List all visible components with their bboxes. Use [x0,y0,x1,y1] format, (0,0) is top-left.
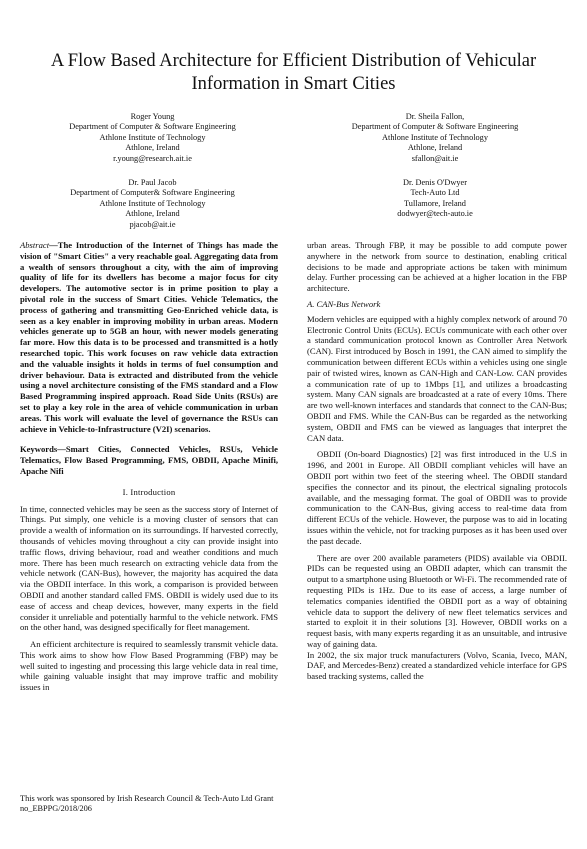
author-location: Athlone, Ireland [125,143,180,153]
author-email: sfallon@ait.ie [411,153,459,163]
author-block-4 [320,178,550,220]
author-location: dodwyer@tech-auto.ie [397,209,473,219]
right-paragraph-5: In 2002, the six major truck manufacturers (Volvo, Scania, Iveco, MAN, DAF, and Mercedes-Benz) created a standardized vehicle interface for GPS based tracking systems, called the [307,649,567,682]
right-paragraph-1: urban areas. Through FBP, it may be possible to add compute power anywhere in the network from source to destination, enabling critical decisions to be made and appropriate actions be taken with minimum delay. Further processing can be achieved at a higher location in the FBP architecture. [307,240,567,294]
author-block-3 [40,178,265,230]
keywords: Keywords—Smart Cities, Connected Vehicles, RSUs, Vehicle Telematics, Flow Based Programming, FMS, OBDII, Apache Minifi, Apache Nifi [20,444,278,476]
author-location: Athlone, Ireland [407,143,463,153]
right-paragraph-3: OBDII (On-board Diagnostics) [2] was first introduced in the U.S in 1996, and 2001 in Europe. All OBDII compliant vehicles will have an OBDII port within two feet of the steering wheel. The OBDII standard specifies the connector and its pinout, the electrical signaling protocols available, and the messaging format. The goal of OBDII was to provide communication to the CAN-Bus, giving access to real-time data from different ECUs of the vehicle. However, the purpose was to aid in locating issues within the vehicle, not for tracking purposes as it has been used over the past decade. [307,449,567,546]
author-location: Athlone, Ireland [125,209,180,219]
paper-title: A Flow Based Architecture for Efficient Distribution of Vehicular Information in Smart Cities [50,51,537,94]
author-name: Dr. Denis O'Dwyer [403,178,467,187]
right-paragraph-4: There are over 200 available parameters (PIDS) available via OBDII. PIDs can be requested using an OBDII adapter, which can transmit the output to a smartphone using Bluetooth or Wi-Fi. The recommended rate of requesting PIDs is 1Hz. Due to its ease of access, a large number of telematics companies identified the OBDII port as a way of obtaining vehicle data to support the delivery of new fleet telematics services and started to exploit it in their solutions [3]. However, OBDII works on a request basis, with many experts regarding it as an unsuitable, and intrusive way of gaining data. [307,552,567,649]
right-paragraph-2: Modern vehicles are equipped with a highly complex network of around 70 Electronic Control Units (ECUs). ECUs communicate with each other over a standard communication protocol known as Controller Area Network (CAN). First introduced by Bosch in 1991, the CAN aimed to simplify the communication between different ECUs within a vehicles using one single pair of twisted wires, known as CAN-High and CAN-Low. CAN provides a communication rate of up to 1Mbps [1], and utilizes a broadcasting system. Many CAN signals are broadcasted at a rate of every 10ms. There are two well-known interfaces and standards that connect to the CAN-Bus; OBDII and FMS. While the CAN-Bus can be regarded as the networking system, OBDII and FMS can be viewed as languages that interpret the CAN data. [307,313,567,443]
footnote: This work was sponsored by Irish Research Council & Tech-Auto Ltd Grant no_EBPPG/2018/206 [20,794,274,814]
author-name: Dr. Paul Jacob [128,178,177,187]
intro-paragraph-1: In time, connected vehicles may be seen as the success story of Internet of Things. Put simply, one vehicle is a moving cluster of sensors that can provide a wealth of information on its surroundings. If harvested correctly, thousands of vehicles moving throughout a city can provide insight into traffic flows, driving behaviour, road and weather conditions and much more. There has been much research on extracting vehicle data from the vehicle network (CAN-Bus), however, the majority has acquired the data via the OBDII interface. In this work, a comparison is provided between OBDII and another standard called FMS. OBDII is widely used due to its ease of access and cheap devices, however, many experts in the field consider it unreliable and potentially harmful to the vehicle network. FMS on the other hand, was designed specifically for fleet management. [20,503,278,633]
author-org: Athlone Institute of Technology [382,132,488,142]
author-org: Athlone Institute of Technology [99,132,206,142]
author-org: Athlone Institute of Technology [99,198,206,208]
author-dept: Department of Computer & Software Engineering [351,122,519,132]
subsection-heading-can-bus: A. CAN-Bus Network [307,298,381,309]
author-dept: Department of Computer& Software Engineering [70,188,235,198]
author-email: pjacob@ait.ie [129,219,176,229]
abstract-label: Abstract [20,240,50,250]
author-org: Tullamore, Ireland [404,198,466,208]
author-block-2 [320,112,550,164]
author-block-1 [40,112,265,164]
right-column [307,240,567,682]
intro-paragraph-2: An efficient architecture is required to seamlessly transmit vehicle data. This work aims to show how Flow Based Programming (FBP) may be well suited to ingesting and processing this large vehicle data in real time, while gaining valuable insight that may improve traffic and mobility issues in [20,639,278,693]
abstract [20,240,278,434]
author-name: Roger Young [130,112,175,121]
author-name: Dr. Sheila Fallon, [405,112,465,121]
abstract-text: —The Introduction of the Internet of Things has made the vision of "Smart Cities" a very reachable goal. Aggregating data from a wealth of sensors throughout a city, with the aim of improving quality of life for its dwellers has become a major focus for city developers. The automotive sector is in prime position to play a pivotal role in the success of Smart Cities. Vehicle Telematics, the process of gathering and transmitting Geo-Enriched vehicle data, is seen as a key enabler in improving mobility in urban areas. Modern vehicles generate up to 5GB an hour, with newer models generating far more. How this data is to be processed and transmitted is a hotly researched topic. This work focuses on raw vehicle data extraction and the valuable insights it holds in terms of fuel consumption and driver behaviour. Data is extracted and distributed from the vehicle using a novel architecture consisting of the FMS standard and a Flow Based Programming inspired approach. Road Side Units (RSUs) are set to play a key role in the area of vehicle communication in urban areas. This work will evaluate the level of governance the RSUs can achieve in Vehicle-to-Infrastructure (V2I) scenarios. [20,240,278,434]
author-email: r.young@research.ait.ie [113,153,192,163]
section-heading-introduction: I. Introduction [122,486,176,497]
author-dept: Tech-Auto Ltd [410,188,460,198]
left-column [20,240,278,693]
author-dept: Department of Computer & Software Engineering [69,122,236,132]
